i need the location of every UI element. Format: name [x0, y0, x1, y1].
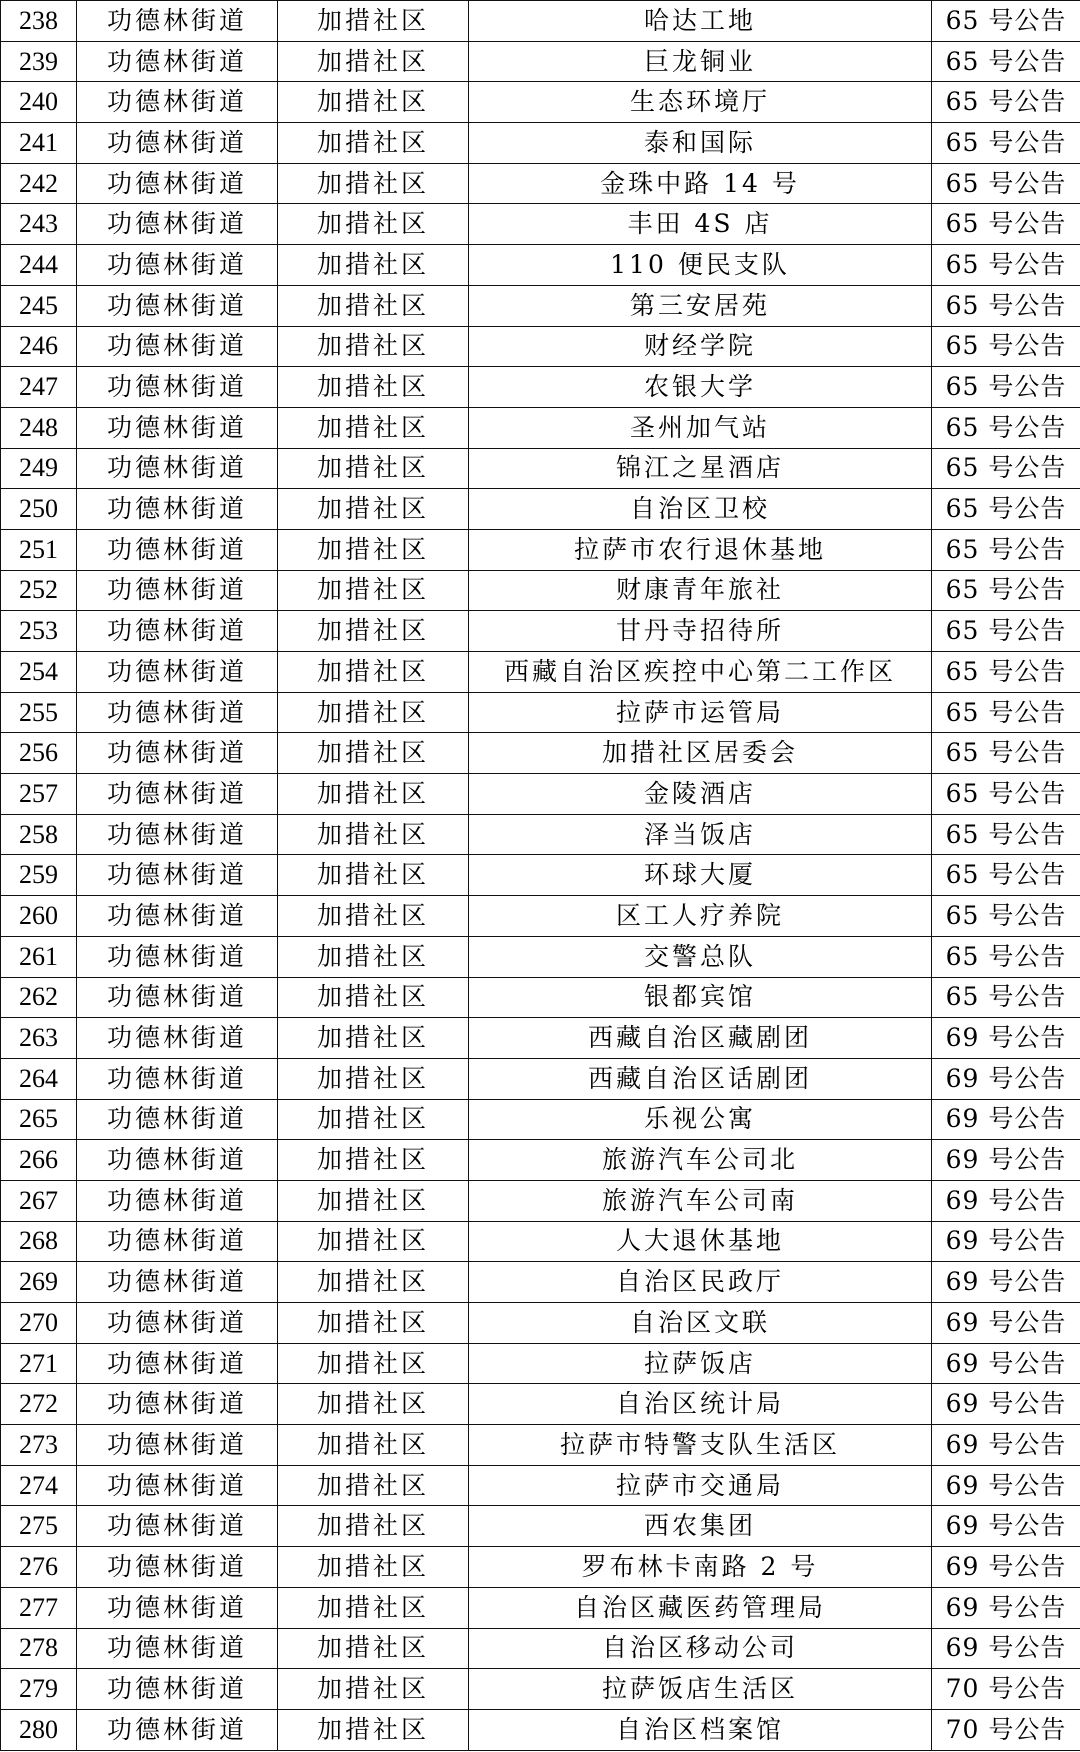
- row-number-cell: 277: [1, 1587, 77, 1628]
- street-cell: 功德林街道: [77, 692, 278, 733]
- row-number-cell: 266: [1, 1140, 77, 1181]
- row-number-cell: 256: [1, 733, 77, 774]
- place-cell: 加措社区居委会: [469, 733, 932, 774]
- street-cell: 功德林街道: [77, 1221, 278, 1262]
- community-cell: 加措社区: [278, 1709, 469, 1750]
- table-row: [1, 489, 1080, 530]
- community-cell: 加措社区: [278, 1221, 469, 1262]
- table-row: [1, 814, 1080, 855]
- notice-cell: 65 号公告: [932, 245, 1080, 286]
- notice-cell: 65 号公告: [932, 896, 1080, 937]
- community-cell: 加措社区: [278, 1303, 469, 1344]
- place-cell: 拉萨市特警支队生活区: [469, 1425, 932, 1466]
- place-cell: 西藏自治区话剧团: [469, 1058, 932, 1099]
- table-row: [1, 285, 1080, 326]
- notice-cell: 69 号公告: [932, 1465, 1080, 1506]
- community-cell: 加措社区: [278, 692, 469, 733]
- place-cell: 自治区档案馆: [469, 1709, 932, 1750]
- place-cell: 自治区移动公司: [469, 1628, 932, 1669]
- row-number-cell: 263: [1, 1018, 77, 1059]
- row-number-cell: 279: [1, 1669, 77, 1710]
- street-cell: 功德林街道: [77, 936, 278, 977]
- street-cell: 功德林街道: [77, 1058, 278, 1099]
- notice-cell: 69 号公告: [932, 1221, 1080, 1262]
- place-cell: 泽当饭店: [469, 814, 932, 855]
- table-row: [1, 245, 1080, 286]
- community-cell: 加措社区: [278, 1, 469, 42]
- row-number-cell: 276: [1, 1547, 77, 1588]
- place-cell: 拉萨市农行退休基地: [469, 529, 932, 570]
- table-row: [1, 407, 1080, 448]
- row-number-cell: 243: [1, 204, 77, 245]
- community-cell: 加措社区: [278, 611, 469, 652]
- row-number-cell: 270: [1, 1303, 77, 1344]
- notice-cell: 65 号公告: [932, 733, 1080, 774]
- notice-cell: 69 号公告: [932, 1303, 1080, 1344]
- row-number-cell: 257: [1, 774, 77, 815]
- street-cell: 功德林街道: [77, 1384, 278, 1425]
- row-number-cell: 269: [1, 1262, 77, 1303]
- community-cell: 加措社区: [278, 82, 469, 123]
- notice-cell: 70 号公告: [932, 1669, 1080, 1710]
- street-cell: 功德林街道: [77, 326, 278, 367]
- place-cell: 拉萨饭店生活区: [469, 1669, 932, 1710]
- community-cell: 加措社区: [278, 367, 469, 408]
- table-row: [1, 163, 1080, 204]
- community-cell: 加措社区: [278, 896, 469, 937]
- row-number-cell: 250: [1, 489, 77, 530]
- place-cell: 自治区藏医药管理局: [469, 1587, 932, 1628]
- street-cell: 功德林街道: [77, 41, 278, 82]
- place-cell: 哈达工地: [469, 1, 932, 42]
- street-cell: 功德林街道: [77, 733, 278, 774]
- notice-cell: 65 号公告: [932, 936, 1080, 977]
- community-cell: 加措社区: [278, 814, 469, 855]
- table-row: [1, 774, 1080, 815]
- row-number-cell: 259: [1, 855, 77, 896]
- notice-cell: 69 号公告: [932, 1058, 1080, 1099]
- street-cell: 功德林街道: [77, 652, 278, 693]
- community-cell: 加措社区: [278, 1140, 469, 1181]
- notice-cell: 65 号公告: [932, 285, 1080, 326]
- place-cell: 自治区文联: [469, 1303, 932, 1344]
- street-cell: 功德林街道: [77, 570, 278, 611]
- street-cell: 功德林街道: [77, 1465, 278, 1506]
- table-row: [1, 1262, 1080, 1303]
- notice-cell: 70 号公告: [932, 1709, 1080, 1750]
- place-cell: 旅游汽车公司南: [469, 1180, 932, 1221]
- place-cell: 西藏自治区疾控中心第二工作区: [469, 652, 932, 693]
- community-cell: 加措社区: [278, 285, 469, 326]
- street-cell: 功德林街道: [77, 1099, 278, 1140]
- street-cell: 功德林街道: [77, 1547, 278, 1588]
- street-cell: 功德林街道: [77, 1425, 278, 1466]
- notice-cell: 65 号公告: [932, 529, 1080, 570]
- place-cell: 交警总队: [469, 936, 932, 977]
- table-row: [1, 1099, 1080, 1140]
- place-cell: 金陵酒店: [469, 774, 932, 815]
- table-row: [1, 1669, 1080, 1710]
- community-cell: 加措社区: [278, 855, 469, 896]
- row-number-cell: 251: [1, 529, 77, 570]
- row-number-cell: 261: [1, 936, 77, 977]
- row-number-cell: 248: [1, 407, 77, 448]
- row-number-cell: 247: [1, 367, 77, 408]
- street-cell: 功德林街道: [77, 367, 278, 408]
- table-row: [1, 1425, 1080, 1466]
- place-cell: 拉萨市运管局: [469, 692, 932, 733]
- place-cell: 环球大厦: [469, 855, 932, 896]
- community-cell: 加措社区: [278, 1547, 469, 1588]
- notice-table-body: [1, 1, 1080, 1751]
- community-cell: 加措社区: [278, 123, 469, 164]
- community-cell: 加措社区: [278, 1099, 469, 1140]
- street-cell: 功德林街道: [77, 855, 278, 896]
- table-row: [1, 1587, 1080, 1628]
- street-cell: 功德林街道: [77, 1, 278, 42]
- place-cell: 拉萨市交通局: [469, 1465, 932, 1506]
- notice-cell: 69 号公告: [932, 1506, 1080, 1547]
- street-cell: 功德林街道: [77, 1018, 278, 1059]
- place-cell: 自治区卫校: [469, 489, 932, 530]
- street-cell: 功德林街道: [77, 489, 278, 530]
- row-number-cell: 254: [1, 652, 77, 693]
- street-cell: 功德林街道: [77, 1140, 278, 1181]
- place-cell: 甘丹寺招待所: [469, 611, 932, 652]
- notice-cell: 65 号公告: [932, 123, 1080, 164]
- table-row: [1, 611, 1080, 652]
- community-cell: 加措社区: [278, 245, 469, 286]
- table-row: [1, 1180, 1080, 1221]
- notice-cell: 65 号公告: [932, 774, 1080, 815]
- street-cell: 功德林街道: [77, 1343, 278, 1384]
- row-number-cell: 253: [1, 611, 77, 652]
- community-cell: 加措社区: [278, 936, 469, 977]
- community-cell: 加措社区: [278, 774, 469, 815]
- community-cell: 加措社区: [278, 1058, 469, 1099]
- notice-cell: 65 号公告: [932, 570, 1080, 611]
- place-cell: 拉萨饭店: [469, 1343, 932, 1384]
- place-cell: 巨龙铜业: [469, 41, 932, 82]
- community-cell: 加措社区: [278, 1628, 469, 1669]
- table-row: [1, 367, 1080, 408]
- table-row: [1, 692, 1080, 733]
- community-cell: 加措社区: [278, 1384, 469, 1425]
- table-row: [1, 123, 1080, 164]
- community-cell: 加措社区: [278, 41, 469, 82]
- community-cell: 加措社区: [278, 1343, 469, 1384]
- notice-cell: 69 号公告: [932, 1384, 1080, 1425]
- street-cell: 功德林街道: [77, 1628, 278, 1669]
- table-row: [1, 1221, 1080, 1262]
- street-cell: 功德林街道: [77, 977, 278, 1018]
- row-number-cell: 265: [1, 1099, 77, 1140]
- row-number-cell: 260: [1, 896, 77, 937]
- row-number-cell: 262: [1, 977, 77, 1018]
- street-cell: 功德林街道: [77, 204, 278, 245]
- notice-cell: 65 号公告: [932, 692, 1080, 733]
- table-row: [1, 1709, 1080, 1750]
- street-cell: 功德林街道: [77, 1180, 278, 1221]
- notice-cell: 65 号公告: [932, 1, 1080, 42]
- place-cell: 丰田 4S 店: [469, 204, 932, 245]
- table-row: [1, 1343, 1080, 1384]
- table-row: [1, 652, 1080, 693]
- community-cell: 加措社区: [278, 1465, 469, 1506]
- street-cell: 功德林街道: [77, 1587, 278, 1628]
- table-row: [1, 1058, 1080, 1099]
- community-cell: 加措社区: [278, 1587, 469, 1628]
- notice-cell: 69 号公告: [932, 1343, 1080, 1384]
- street-cell: 功德林街道: [77, 163, 278, 204]
- table-row: [1, 570, 1080, 611]
- community-cell: 加措社区: [278, 529, 469, 570]
- table-row: [1, 41, 1080, 82]
- notice-cell: 65 号公告: [932, 855, 1080, 896]
- street-cell: 功德林街道: [77, 285, 278, 326]
- place-cell: 财康青年旅社: [469, 570, 932, 611]
- table-row: [1, 1018, 1080, 1059]
- row-number-cell: 246: [1, 326, 77, 367]
- notice-cell: 69 号公告: [932, 1628, 1080, 1669]
- place-cell: 人大退休基地: [469, 1221, 932, 1262]
- place-cell: 圣州加气站: [469, 407, 932, 448]
- street-cell: 功德林街道: [77, 82, 278, 123]
- street-cell: 功德林街道: [77, 448, 278, 489]
- table-row: [1, 1384, 1080, 1425]
- row-number-cell: 241: [1, 123, 77, 164]
- notice-cell: 65 号公告: [932, 204, 1080, 245]
- row-number-cell: 252: [1, 570, 77, 611]
- row-number-cell: 244: [1, 245, 77, 286]
- row-number-cell: 245: [1, 285, 77, 326]
- notice-cell: 65 号公告: [932, 163, 1080, 204]
- row-number-cell: 267: [1, 1180, 77, 1221]
- place-cell: 银都宾馆: [469, 977, 932, 1018]
- place-cell: 西农集团: [469, 1506, 932, 1547]
- table-row: [1, 204, 1080, 245]
- row-number-cell: 255: [1, 692, 77, 733]
- table-row: [1, 1303, 1080, 1344]
- notice-cell: 65 号公告: [932, 448, 1080, 489]
- street-cell: 功德林街道: [77, 407, 278, 448]
- community-cell: 加措社区: [278, 733, 469, 774]
- place-cell: 第三安居苑: [469, 285, 932, 326]
- street-cell: 功德林街道: [77, 529, 278, 570]
- row-number-cell: 249: [1, 448, 77, 489]
- table-row: [1, 1628, 1080, 1669]
- place-cell: 西藏自治区藏剧团: [469, 1018, 932, 1059]
- table-row: [1, 896, 1080, 937]
- community-cell: 加措社区: [278, 652, 469, 693]
- table-row: [1, 1547, 1080, 1588]
- row-number-cell: 258: [1, 814, 77, 855]
- notice-cell: 69 号公告: [932, 1018, 1080, 1059]
- table-row: [1, 733, 1080, 774]
- community-cell: 加措社区: [278, 1425, 469, 1466]
- community-cell: 加措社区: [278, 326, 469, 367]
- notice-cell: 65 号公告: [932, 367, 1080, 408]
- notice-cell: 65 号公告: [932, 407, 1080, 448]
- place-cell: 110 便民支队: [469, 245, 932, 286]
- street-cell: 功德林街道: [77, 774, 278, 815]
- community-cell: 加措社区: [278, 489, 469, 530]
- row-number-cell: 239: [1, 41, 77, 82]
- community-cell: 加措社区: [278, 1669, 469, 1710]
- place-cell: 罗布林卡南路 2 号: [469, 1547, 932, 1588]
- notice-cell: 65 号公告: [932, 652, 1080, 693]
- street-cell: 功德林街道: [77, 896, 278, 937]
- place-cell: 生态环境厅: [469, 82, 932, 123]
- community-cell: 加措社区: [278, 204, 469, 245]
- community-cell: 加措社区: [278, 407, 469, 448]
- notice-cell: 65 号公告: [932, 326, 1080, 367]
- row-number-cell: 275: [1, 1506, 77, 1547]
- row-number-cell: 274: [1, 1465, 77, 1506]
- community-cell: 加措社区: [278, 1018, 469, 1059]
- place-cell: 泰和国际: [469, 123, 932, 164]
- notice-cell: 69 号公告: [932, 1547, 1080, 1588]
- notice-cell: 69 号公告: [932, 1099, 1080, 1140]
- place-cell: 乐视公寓: [469, 1099, 932, 1140]
- table-row: [1, 936, 1080, 977]
- notice-cell: 69 号公告: [932, 1587, 1080, 1628]
- community-cell: 加措社区: [278, 448, 469, 489]
- notice-cell: 65 号公告: [932, 41, 1080, 82]
- row-number-cell: 278: [1, 1628, 77, 1669]
- community-cell: 加措社区: [278, 163, 469, 204]
- row-number-cell: 264: [1, 1058, 77, 1099]
- notice-cell: 65 号公告: [932, 977, 1080, 1018]
- place-cell: 区工人疗养院: [469, 896, 932, 937]
- place-cell: 旅游汽车公司北: [469, 1140, 932, 1181]
- street-cell: 功德林街道: [77, 814, 278, 855]
- row-number-cell: 240: [1, 82, 77, 123]
- community-cell: 加措社区: [278, 1180, 469, 1221]
- table-row: [1, 326, 1080, 367]
- table-row: [1, 1506, 1080, 1547]
- place-cell: 财经学院: [469, 326, 932, 367]
- notice-cell: 69 号公告: [932, 1262, 1080, 1303]
- table-row: [1, 977, 1080, 1018]
- table-row: [1, 855, 1080, 896]
- table-row: [1, 1465, 1080, 1506]
- street-cell: 功德林街道: [77, 1303, 278, 1344]
- table-row: [1, 1140, 1080, 1181]
- row-number-cell: 280: [1, 1709, 77, 1750]
- notice-cell: 65 号公告: [932, 611, 1080, 652]
- street-cell: 功德林街道: [77, 1669, 278, 1710]
- row-number-cell: 272: [1, 1384, 77, 1425]
- row-number-cell: 242: [1, 163, 77, 204]
- community-cell: 加措社区: [278, 1262, 469, 1303]
- notice-cell: 65 号公告: [932, 814, 1080, 855]
- place-cell: 锦江之星酒店: [469, 448, 932, 489]
- street-cell: 功德林街道: [77, 245, 278, 286]
- street-cell: 功德林街道: [77, 1262, 278, 1303]
- row-number-cell: 273: [1, 1425, 77, 1466]
- place-cell: 农银大学: [469, 367, 932, 408]
- table-row: [1, 529, 1080, 570]
- place-cell: 自治区统计局: [469, 1384, 932, 1425]
- community-cell: 加措社区: [278, 570, 469, 611]
- street-cell: 功德林街道: [77, 1709, 278, 1750]
- street-cell: 功德林街道: [77, 611, 278, 652]
- street-cell: 功德林街道: [77, 123, 278, 164]
- row-number-cell: 271: [1, 1343, 77, 1384]
- notice-cell: 65 号公告: [932, 82, 1080, 123]
- notice-cell: 65 号公告: [932, 489, 1080, 530]
- table-row: [1, 82, 1080, 123]
- notice-cell: 69 号公告: [932, 1140, 1080, 1181]
- community-cell: 加措社区: [278, 977, 469, 1018]
- place-cell: 自治区民政厅: [469, 1262, 932, 1303]
- street-cell: 功德林街道: [77, 1506, 278, 1547]
- notice-cell: 69 号公告: [932, 1180, 1080, 1221]
- table-row: [1, 448, 1080, 489]
- row-number-cell: 268: [1, 1221, 77, 1262]
- row-number-cell: 238: [1, 1, 77, 42]
- notice-cell: 69 号公告: [932, 1425, 1080, 1466]
- community-cell: 加措社区: [278, 1506, 469, 1547]
- table-row: [1, 1, 1080, 42]
- place-cell: 金珠中路 14 号: [469, 163, 932, 204]
